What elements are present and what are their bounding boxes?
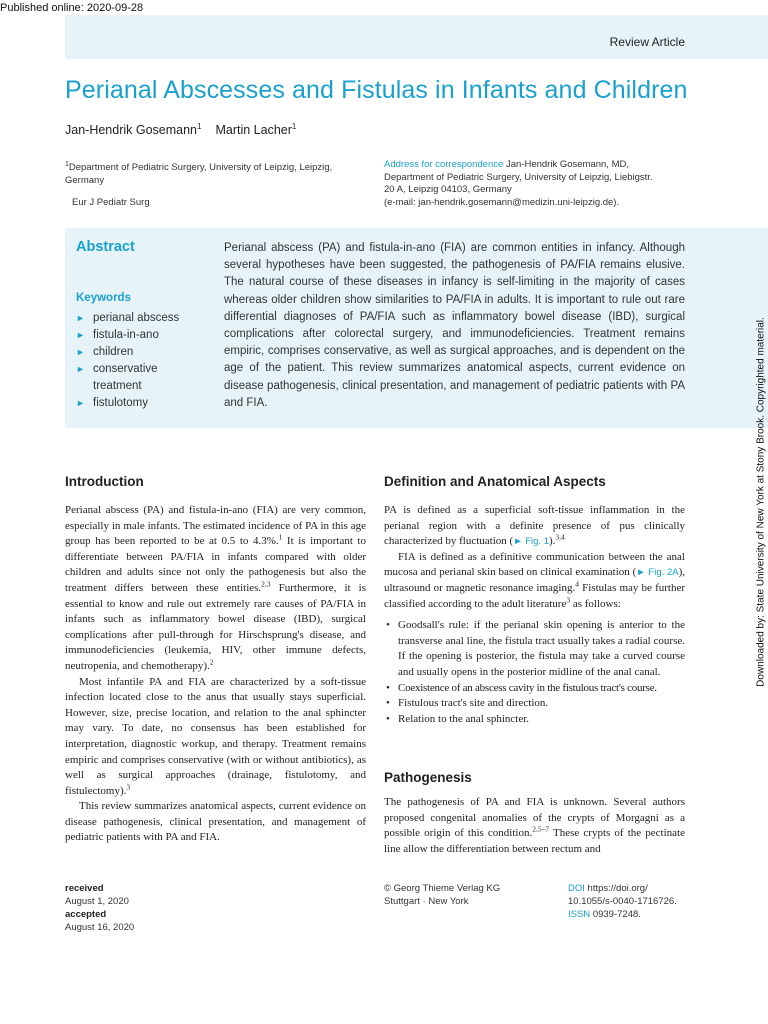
pathogenesis-body (384, 795, 685, 857)
keyword-text: fistulotomy (93, 397, 148, 409)
citation-mark: 2,3 (261, 579, 271, 589)
keyword-text: perianal abscess (93, 312, 180, 324)
paragraph: FIA is defined as a definitive communication between the anal mucosa and perianal skin based on clinical examination (► Fig. 2A), ultrasound or magnetic resonance imaging.$^4$ Fistulas may be further classified according to the adult literature$^3$ as follows: (384, 550, 686, 610)
doi-link[interactable]: 10.1055/s-0040-1716726. (568, 896, 677, 907)
keyword-text: conservative treatment (93, 363, 158, 392)
dates-block (65, 882, 134, 934)
citation-mark: 2 (209, 657, 214, 667)
affiliation (65, 159, 365, 187)
doi-link[interactable]: https://doi.org/ (587, 883, 648, 894)
list-item: • Goodsall's rule: if the perianal skin opening is anterior to the transverse anal line, the fistula tract usually takes a radial course. If the opening is posterior, the fistula may take a curved course and usually opens in the posterior midline of the anal canal. (386, 619, 685, 678)
citation-mark: 3 (566, 594, 571, 604)
figure-link[interactable]: ► Fig. 2A (636, 567, 679, 579)
pathogenesis-heading: Pathogenesis (384, 770, 472, 785)
arrow-icon: ► (76, 347, 85, 357)
citation-mark: 1 (278, 532, 283, 542)
keyword-text: children (93, 346, 134, 358)
published-online-stamp: Published online: 2020-09-28 (0, 2, 144, 14)
introduction-heading: Introduction (65, 474, 144, 489)
paragraph: Most infantile PA and FIA are characterized by a soft-tissue infection located close to the anus that usually stays superficial. However, size, precise location, and relation to the anal sphincter may vary. To date, no consensus has been established for interpretation, diagnostic workup, and therapy. Treatment remains empiric and comprises conservative (with or without antibiotics), as well as surgical approaches (drainage, fistulotomy, and fistulectomy).$^3$ (65, 675, 366, 797)
figure-link[interactable]: ► Fig. 1 (513, 536, 549, 548)
citation-mark: 4 (575, 579, 579, 589)
received-date: August 1, 2020 (65, 896, 129, 907)
correspondence-line: Department of Pediatric Surgery, University of Leipzig, Liebigstr. (384, 171, 653, 183)
abstract-heading: Abstract (76, 239, 135, 255)
keyword-item (76, 344, 226, 361)
arrow-icon: ► (76, 330, 85, 340)
list-item: • Coexistence of an abscess cavity in the fistulous tract's course. (386, 681, 657, 694)
correspondence-block (384, 159, 704, 209)
publisher-name: © Georg Thieme Verlag KG (384, 883, 501, 894)
citation-mark: 3,4 (555, 532, 565, 542)
publisher-city: Stuttgart · New York (384, 896, 469, 907)
article-type-label: Review Article (609, 35, 685, 49)
citation-mark: 2,5–7 (532, 824, 550, 834)
issn-value: 0939-7248. (592, 909, 641, 920)
classification-list (384, 618, 685, 727)
article-title: Perianal Abscesses and Fistulas in Infants and Children (65, 76, 688, 104)
publisher-block (384, 882, 500, 908)
correspondence-email[interactable]: (e-mail: jan-hendrik.gosemann@medizin.uni-leipzig.de). (384, 196, 620, 208)
download-watermark-text: Downloaded by: State University of New York at Stony Brook. Copyrighted material. (755, 317, 767, 687)
received-label: received (65, 883, 104, 894)
keyword-item (76, 395, 226, 412)
definition-body (384, 503, 685, 727)
author-name: Martin Lacher (215, 123, 292, 138)
citation-mark: 3 (126, 782, 131, 792)
introduction-body (65, 503, 366, 846)
doi-label: DOI (568, 883, 585, 894)
identifier-block (568, 882, 677, 921)
issn-label: ISSN (568, 909, 591, 920)
keyword-item (76, 310, 226, 327)
paragraph: This review summarizes anatomical aspects, current evidence on disease pathogenesis, clinical presentation, and management of pediatric patients with PA and FIA. (65, 800, 366, 844)
author-affiliation-mark: 1 (291, 122, 297, 131)
paragraph: The pathogenesis of PA and FIA is unknown. Several authors proposed congenital anomalies of the crypts of Morgagni as a possible origin of this condition.$^{2,5-7}$ These crypts of the pectinate line allow the differentiation between rectum and (384, 796, 685, 855)
affiliation-mark: 1 (65, 161, 69, 168)
list-item: • Fistulous tract's site and direction. (386, 697, 549, 710)
affiliation-text: Department of Pediatric Surgery, University of Leipzig, Leipzig, Germany (65, 162, 333, 186)
list-item: • Relation to the anal sphincter. (386, 712, 530, 725)
paragraph: Perianal abscess (PA) and fistula-in-ano (FIA) are very common, especially in male infants. The estimated incidence of PA in this age group has been reported to be at 0.5 to 4.3%.$^1$ It is important to differentiate between PA/FIA in infants compared with older children and adults since not only the pathogenesis but also the treatment differs between these entities.$^{2,3}$ Furthermore, it is essential to know and rule out extremely rare causes of PA/FIA in infants such as inflammatory bowel disease (IBD), surgical complications after pull-through for Hirschsprung's disease, and immunodeficiencies (leukemia, HIV, other immune defects, neutropenia, and chemotherapy).$^2$ (65, 504, 366, 672)
keywords-heading: Keywords (76, 292, 131, 304)
arrow-icon: ► (76, 398, 85, 408)
download-watermark (754, 317, 768, 687)
author-name: Jan-Hendrik Gosemann (65, 123, 198, 138)
author-list (65, 122, 296, 137)
keyword-item (76, 361, 168, 395)
keyword-text: fistula-in-ano (93, 329, 159, 341)
correspondence-line: Jan-Hendrik Gosemann, MD, (505, 159, 630, 170)
paragraph: PA is defined as a superficial soft-tissue inflammation in the perianal region with a definite presence of pus clinically characterized by fluctuation (► Fig. 1).$^{3,4}$ (384, 504, 685, 548)
arrow-icon: ► (76, 364, 85, 374)
definition-heading: Definition and Anatomical Aspects (384, 474, 606, 489)
journal-reference: Eur J Pediatr Surg (72, 197, 150, 208)
accepted-label: accepted (65, 909, 107, 920)
arrow-icon: ► (76, 313, 85, 323)
keyword-item (76, 327, 226, 344)
correspondence-line: 20 A, Leipzig 04103, Germany (384, 184, 512, 195)
correspondence-label: Address for correspondence (384, 159, 504, 170)
author-affiliation-mark: 1 (197, 122, 202, 131)
keyword-list (76, 310, 226, 412)
accepted-date: August 16, 2020 (65, 922, 135, 933)
abstract-text: Perianal abscess (PA) and fistula-in-ano (FIA) are common entities in infancy. Although several hypotheses have been suggested, the pathogenesis of PA/FIA remains elusive. The natural course of these diseases in infancy is self-limiting in the majority of cases whereas older children show similarities to PA/FIA in adults. It is important to rule out rare differential diagnoses of PA/FIA such as inflammatory bowel disease (IBD), surgical complications after colorectal surgery, and immunodeficiencies. Treatment remains empiric, comprises conservative, as well as surgical approaches, and is dependent on the age of the patient. This review summarizes anatomical aspects, current evidence on disease pathogenesis, clinical presentation, and management of pediatric patients with PA and FIA. (224, 242, 685, 409)
